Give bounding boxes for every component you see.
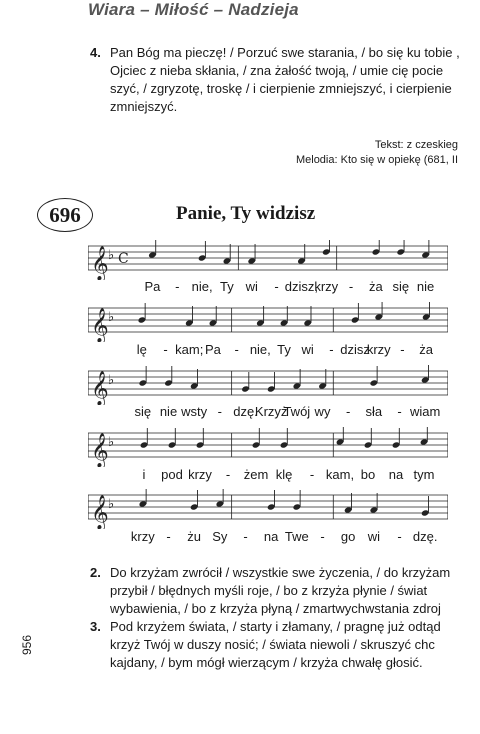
lyric-syllable: nie, [249,342,271,357]
lyric-syllable: - [329,342,334,357]
lyric-syllable: ża [369,279,383,294]
lyric-syllable: ża [419,342,434,357]
lyric-syllable: kam, [325,467,355,482]
verse-line: wybawienia, / bo z krzyża płyną / zmartwychwstania zdroj [110,601,441,616]
staff-svg [88,302,448,342]
verse-4 [90,44,470,116]
verse-line: Ojciec z nieba skłania, / zna żałość twoją, / umie cię pocie [110,63,444,78]
lyric-syllable: Pa [204,342,221,357]
staff-svg [88,427,448,467]
lyric-syllable: się [134,404,152,419]
lyric-syllable: - [309,467,315,482]
lyric-syllable: lę [136,342,147,357]
lyric-syllable: kam; [175,342,204,357]
lyric-syllable: wi [367,529,380,544]
lyric-syllable: wsty [181,404,208,419]
staff-svg [88,240,448,280]
verse-number: 2. [90,565,101,580]
lyric-syllable: - [234,342,239,357]
lyrics-line-5 [88,529,448,547]
lyric-syllable: bo [360,467,376,482]
section-header: Wiara – Miłość – Nadzieja [88,0,299,19]
lyric-syllable: - [163,342,168,357]
lyric-syllable: dzę. [233,404,258,419]
key-signature-flat: ♭ [108,248,115,263]
staff-system-5 [88,489,448,529]
lyric-syllable: - [400,342,405,357]
lyric-syllable: nie, [191,279,213,294]
lyrics-line-2 [88,342,448,360]
lyric-syllable: dzisz, [284,279,319,294]
lyric-syllable: - [243,529,248,544]
treble-clef: 𝄞 [91,246,109,280]
verse-number: 4. [90,45,101,60]
lyric-syllable: Sy [212,529,228,544]
lyric-syllable: Ty [220,279,234,294]
lyric-syllable: go [340,529,356,544]
lyric-syllable: pod [161,467,183,482]
staff-system-4 [88,427,448,467]
verse-number: 3. [90,619,101,634]
lyric-syllable: Pa [144,279,161,294]
lyric-syllable: i [142,467,146,482]
staff-system-3 [88,365,448,405]
treble-clef: 𝄞 [91,433,109,467]
lyric-syllable: żu [187,529,202,544]
text-credit: Tekst: z czeskieg [374,139,458,151]
lyric-syllable: wi [245,279,258,294]
lyric-syllable: dzisz [340,342,370,357]
lyric-syllable: - [345,404,351,419]
hymn-title: Panie, Ty widzisz [176,203,316,224]
staff-svg [88,365,448,405]
lyric-syllable: krzy [314,279,339,294]
verse-line: zmniejszyć. [110,99,178,114]
lyric-syllable: na [263,529,279,544]
verse-line: krzyż Twój w duszy nosić; / świata niewoli / skruszyć chc [110,637,435,652]
key-signature-flat: ♭ [108,435,115,450]
verse-line: Pan Bóg ma pieczę! / Porzuć swe starania, / bo się ku tobie , [110,45,460,60]
lyric-syllable: nie [159,404,178,419]
treble-clef: 𝄞 [91,495,109,529]
lyric-syllable: wiam [409,404,441,419]
lyric-syllable: - [320,529,325,544]
lyric-syllable: - [225,467,231,482]
lyric-syllable: żem [243,467,269,482]
lyric-syllable: na [388,467,404,482]
verse-line: szyć, / zgryzotę, troskę / i cierpienie zmniejszyć, i cierpienie [110,81,452,96]
lyrics-line-3 [88,404,448,422]
verse-line: przybił / błędnych myśli roje, / bo z krzyża płynie / świat [110,583,428,598]
hymn-number-badge: 696 [37,198,93,232]
verse-3 [90,618,470,672]
key-signature-flat: ♭ [108,373,115,388]
lyric-syllable: - [348,279,354,294]
lyric-syllable: - [175,279,180,294]
verse-2 [90,564,470,618]
lyric-syllable: Twe [284,529,309,544]
key-signature-flat: ♭ [108,310,115,325]
lyrics-line-1 [88,279,448,297]
lyric-syllable: nie [416,279,435,294]
verse-line: Pod krzyżem świata, / starty i złamany, / pragnę już odtąd [110,619,441,634]
lyric-syllable: wi [301,342,314,357]
verse-line: kajdany, / bym mógł wierzącym / krzyża chwałę głosić. [110,655,423,670]
lyric-syllable: - [274,279,279,294]
verse-line: Do krzyżam zwrócił / wszystkie swe życzenia, / do krzyżam [110,565,451,580]
time-signature: C [118,251,129,267]
lyric-syllable: tym [413,467,435,482]
lyrics-line-4 [88,467,448,485]
lyric-syllable: klę [275,467,293,482]
staff-svg [88,489,448,529]
lyric-syllable: krzy [130,529,155,544]
staff-system-2 [88,302,448,342]
lyric-syllable: sła [365,404,383,419]
lyric-syllable: krzy [188,467,212,482]
lyric-syllable: - [166,529,171,544]
credits [248,138,458,168]
lyric-syllable: - [217,404,222,419]
lyric-syllable: krzy [366,342,391,357]
staff-system-1 [88,240,448,280]
lyric-syllable: dzę. [412,529,438,544]
lyric-syllable: wy [314,404,331,419]
lyric-syllable: Krzyż [254,404,288,419]
page-number: 956 [20,634,34,655]
lyric-syllable: - [397,529,402,544]
lyric-syllable: Twój [283,404,311,419]
lyric-syllable: Ty [277,342,291,357]
lyric-syllable: się [392,279,410,294]
treble-clef: 𝄞 [91,371,109,405]
melody-credit: Melodia: Kto się w opiekę (681, II [295,154,458,166]
key-signature-flat: ♭ [108,497,115,512]
lyric-syllable: - [397,404,402,419]
treble-clef: 𝄞 [91,308,109,342]
